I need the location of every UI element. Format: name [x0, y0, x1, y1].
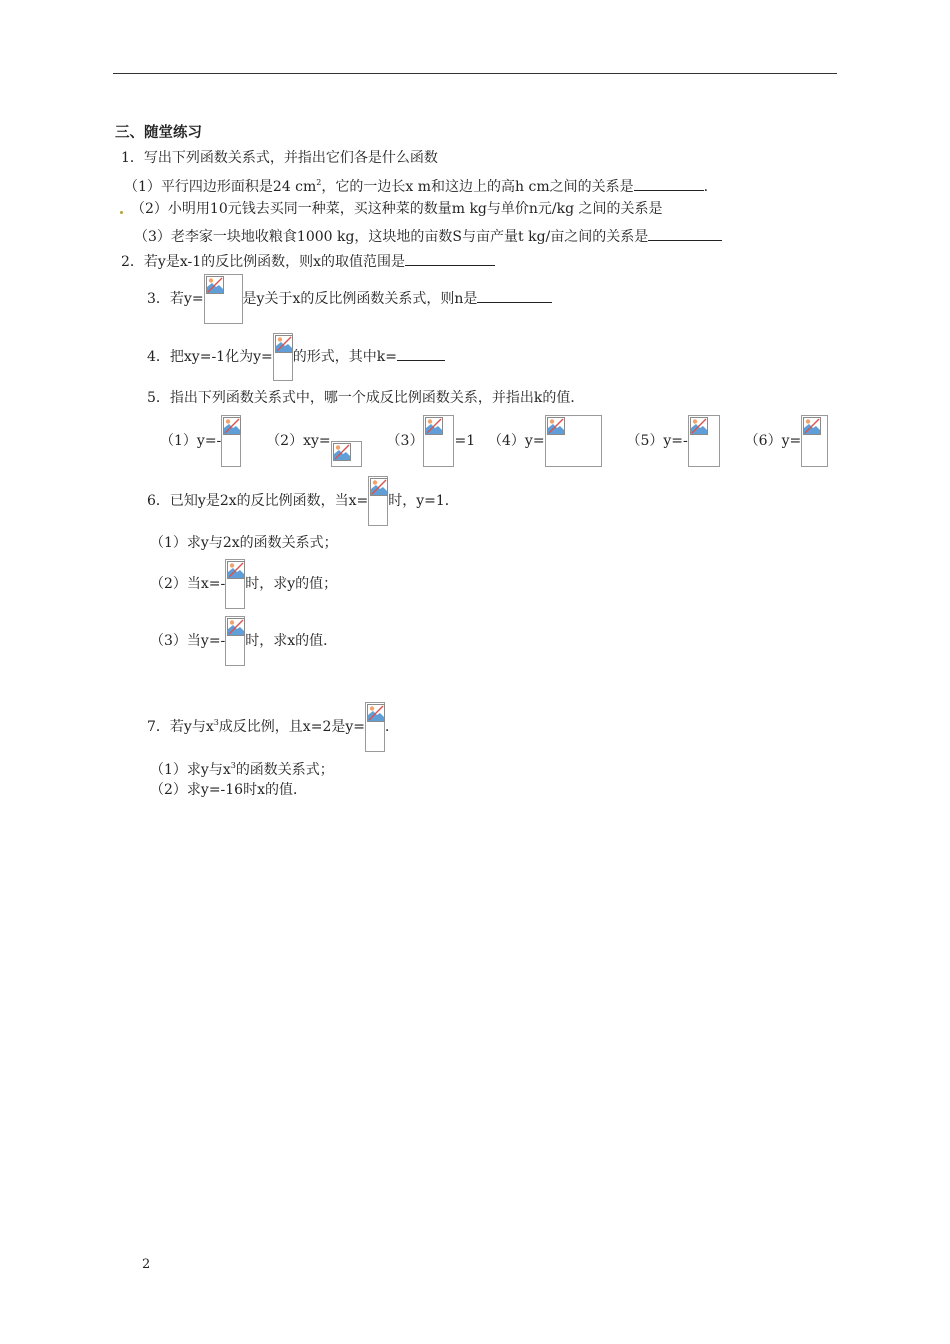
formula-image — [801, 415, 828, 467]
question-6-c: （3）当y=- 时，求x的值． — [150, 616, 337, 666]
question-4: 4．把xy=-1化为y= 的形式，其中k= — [147, 333, 445, 381]
question-7-b: （2）求y=-16时x的值． — [150, 782, 307, 798]
formula-image — [423, 415, 454, 467]
formula-image — [365, 702, 385, 752]
question-7: 7．若y与$x^3$成反比例，且x=2是y= ． — [147, 698, 399, 748]
broken-image-icon — [223, 417, 241, 435]
formula-image — [331, 441, 362, 467]
header-rule — [113, 73, 837, 74]
formula-image — [545, 415, 602, 467]
mark-dot — [120, 211, 123, 214]
broken-image-icon — [425, 417, 443, 435]
formula-image — [688, 415, 720, 467]
question-6-b: （2）当x=- 时，求y的值； — [150, 559, 337, 609]
answer-blank[interactable] — [405, 251, 495, 266]
broken-image-icon — [803, 417, 821, 435]
answer-blank[interactable] — [648, 226, 722, 241]
question-1-c: （3）老李家一块地收粮食1000 kg，这块地的亩数S与亩产量t kg/亩之间的关系是 — [134, 226, 722, 246]
answer-blank[interactable] — [397, 346, 445, 361]
question-7-a: （1）求y与$x^3$的函数关系式； — [150, 761, 334, 778]
question-1-b: （2）小明用10元钱去买同一种菜，买这种菜的数量m kg与单价n元/kg 之间的关系是 — [131, 201, 663, 217]
answer-blank[interactable] — [477, 288, 552, 303]
formula-image — [225, 559, 245, 609]
question-1-stem: 1．写出下列函数关系式，并指出它们各是什么函数 — [121, 150, 438, 166]
formula-image — [204, 274, 243, 324]
question-2: 2．若y是x-1的反比例函数，则x的取值范围是 — [121, 251, 495, 271]
formula-image — [225, 616, 245, 666]
broken-image-icon — [227, 561, 245, 579]
question-5-stem: 5．指出下列函数关系式中，哪一个成反比例函数关系，并指出k的值． — [147, 390, 585, 406]
broken-image-icon — [206, 276, 224, 294]
page-number: 2 — [142, 1257, 151, 1272]
broken-image-icon — [370, 478, 388, 496]
question-6-a: （1）求y与2x的函数关系式； — [150, 535, 338, 551]
question-6: 6．已知y是2x的反比例函数，当x= 时，y=1． — [147, 476, 459, 526]
broken-image-icon — [275, 335, 293, 353]
question-1-a: （1）平行四边形面积是24 $cm^2$，它的一边长x m和这边上的高h cm之间的关系是 . — [124, 178, 709, 195]
formula-image — [273, 333, 293, 381]
broken-image-icon — [547, 417, 565, 435]
section-title: 三、随堂练习 — [115, 124, 202, 141]
question-5-items: （1）y=- （2）xy= （3） =1 （4）y= （5）y=- （6）y= — [160, 415, 828, 467]
broken-image-icon — [367, 704, 385, 722]
answer-blank[interactable] — [634, 176, 704, 191]
formula-image — [221, 415, 241, 467]
question-3: 3．若y= 是y关于x的反比例函数关系式，则n是 — [147, 274, 552, 324]
broken-image-icon — [690, 417, 708, 435]
formula-image — [368, 476, 388, 526]
broken-image-icon — [333, 443, 351, 461]
broken-image-icon — [227, 618, 245, 636]
